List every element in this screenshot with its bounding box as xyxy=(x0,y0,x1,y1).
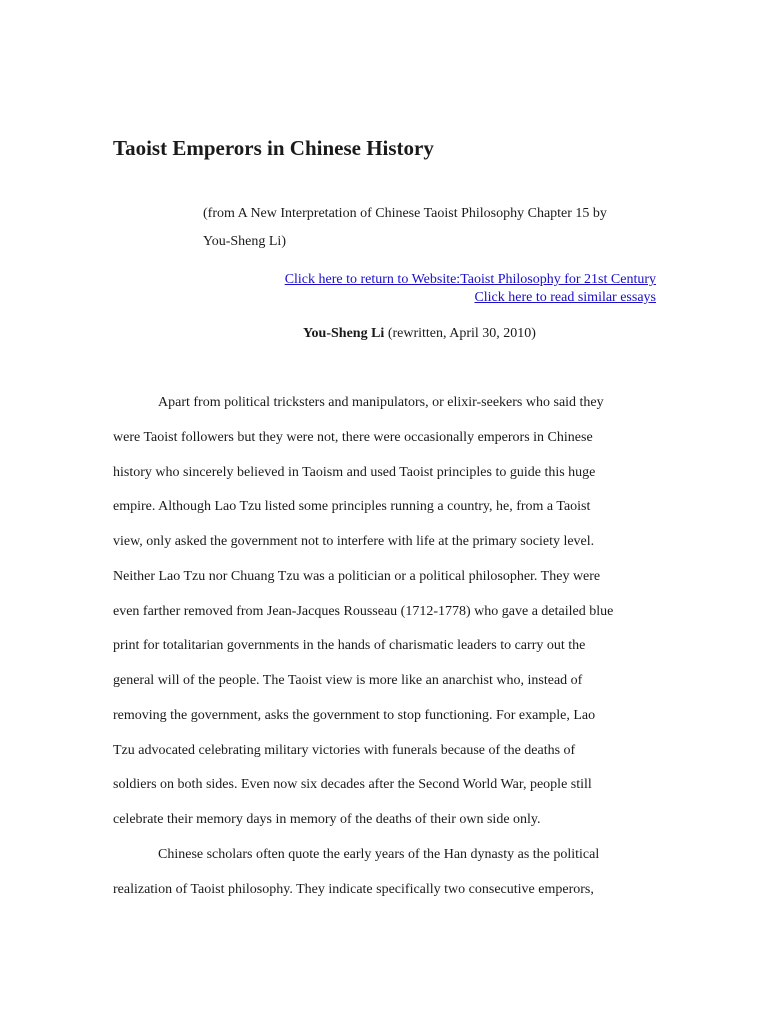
byline xyxy=(303,323,536,345)
author-name: You-Sheng Li xyxy=(303,326,385,341)
date-note: (rewritten, April 30, 2010) xyxy=(384,326,536,341)
body-text xyxy=(113,386,658,907)
paragraph-1-line: view, only asked the government not to interfere with life at the primary society level. xyxy=(113,534,595,549)
paragraph-1-line: soldiers on both sides. Even now six decades after the Second World War, people still xyxy=(113,777,592,793)
paragraph-1-line: celebrate their memory days in memory of the deaths of their own side only. xyxy=(113,812,541,827)
paragraph-1-line: Tzu advocated celebrating military victories with funerals because of the deaths of xyxy=(113,742,576,758)
paragraph-1-line: empire. Although Lao Tzu listed some principles running a country, he, from a Taoist xyxy=(113,499,591,515)
paragraph-1-line: even farther removed from Jean-Jacques Rousseau (1712-1778) who gave a detailed blue xyxy=(113,603,614,619)
paragraph-1-line: print for totalitarian governments in the hands of charismatic leaders to carry out the xyxy=(113,638,586,654)
source-citation-line-2: You-Sheng Li) xyxy=(203,234,286,249)
paragraph-1-line: removing the government, asks the government to stop functioning. For example, Lao xyxy=(113,707,596,723)
link-group xyxy=(285,271,656,307)
paragraph-2-line: realization of Taoist philosophy. They indicate specifically two consecutive emperors, xyxy=(113,881,594,897)
similar-essays-link[interactable]: Click here to read similar essays xyxy=(474,290,656,305)
paragraph-2-line: Chinese scholars often quote the early years of the Han dynasty as the political xyxy=(158,846,600,862)
paragraph-1-line: Neither Lao Tzu nor Chuang Tzu was a politician or a political philosopher. They were xyxy=(113,568,601,584)
paragraph-1-line: were Taoist followers but they were not, there were occasionally emperors in Chinese xyxy=(113,429,593,445)
paragraph-1-line: history who sincerely believed in Taoism and used Taoist principles to guide this huge xyxy=(113,464,596,480)
paragraph-1-line: Apart from political tricksters and manipulators, or elixir-seekers who said they xyxy=(158,395,604,410)
document-title: Taoist Emperors in Chinese History xyxy=(113,136,434,160)
source-citation-line-1: (from A New Interpretation of Chinese Taoist Philosophy Chapter 15 by xyxy=(203,206,607,221)
source-citation xyxy=(203,200,673,256)
return-to-website-link[interactable]: Click here to return to Website:Taoist Philosophy for 21st Century xyxy=(284,272,656,287)
paragraph-1-line: general will of the people. The Taoist view is more like an anarchist who, instead of xyxy=(113,673,583,688)
